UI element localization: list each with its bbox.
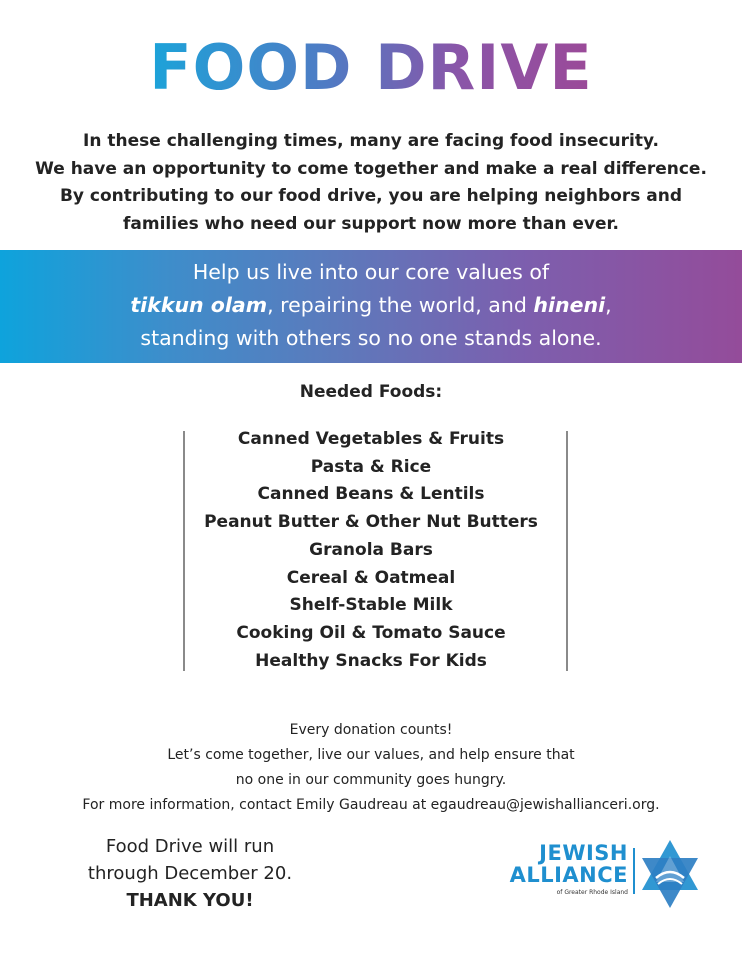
thank-you-text: THANK YOU!: [126, 890, 254, 911]
intro-line: families who need our support now more than ever.: [123, 213, 619, 234]
logo-line-jewish: JEWISH: [539, 841, 628, 865]
tikkun-olam-term: tikkun olam: [130, 293, 268, 317]
closing-line: Let’s come together, live our values, and help ensure that: [167, 747, 575, 763]
list-item: Healthy Snacks For Kids: [255, 650, 487, 671]
list-item: Canned Beans & Lentils: [257, 484, 485, 505]
jewish-alliance-logo: [504, 838, 704, 918]
needed-foods-heading: Needed Foods:: [299, 382, 443, 402]
list-item: Cooking Oil & Tomato Sauce: [236, 622, 506, 643]
list-item: Cereal & Oatmeal: [286, 567, 456, 588]
closing-paragraph: [0, 718, 742, 818]
page-title: FOOD DRIVE: [149, 31, 593, 104]
list-item: Canned Vegetables & Fruits: [237, 429, 505, 449]
list-item: Peanut Butter & Other Nut Butters: [204, 512, 538, 533]
dates-line: through December 20.: [87, 863, 293, 884]
banner-line: tikkun olam, repairing the world, and hineni,: [130, 293, 612, 317]
intro-line: We have an opportunity to come together and make a real difference.: [35, 158, 707, 179]
logo-wordmark: [504, 842, 628, 898]
closing-line: no one in our community goes hungry.: [235, 772, 507, 788]
list-item: Granola Bars: [309, 539, 433, 560]
needed-foods-list: [0, 426, 742, 675]
hineni-term: hineni: [533, 293, 606, 317]
logo-divider: [633, 848, 635, 894]
drive-dates: [70, 833, 310, 914]
closing-line: Every donation counts!: [289, 722, 453, 738]
banner-line: standing with others so no one stands alone.: [140, 326, 602, 350]
intro-line: By contributing to our food drive, you are helping neighbors and: [59, 186, 683, 206]
banner-line: Help us live into our core values of: [192, 260, 550, 284]
intro-line: In these challenging times, many are facing food insecurity.: [83, 131, 659, 151]
contact-line: For more information, contact Emily Gaudreau at egaudreau@jewishallianceri.org.: [82, 797, 660, 813]
star-of-david-icon: [638, 838, 702, 910]
logo-subtitle: of Greater Rhode Island: [556, 889, 628, 896]
intro-paragraph: [20, 128, 722, 238]
dates-line: Food Drive will run: [105, 836, 275, 857]
list-item: Pasta & Rice: [310, 456, 432, 477]
list-item: Shelf-Stable Milk: [289, 595, 453, 616]
logo-line-alliance: ALLIANCE: [509, 863, 628, 887]
values-banner: [0, 250, 742, 363]
